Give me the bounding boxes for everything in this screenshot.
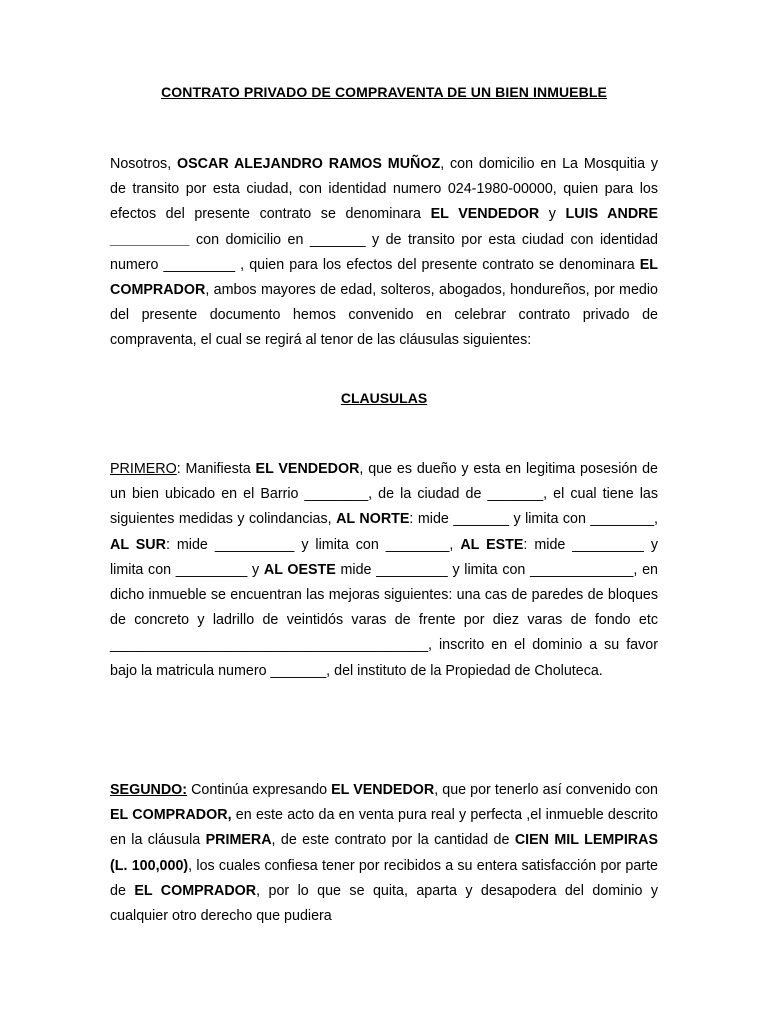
bold-text-run: SEGUNDO: (110, 782, 188, 798)
clause-segundo-paragraph (110, 778, 658, 929)
clause-primero-paragraph (110, 457, 658, 684)
text-run: mide _________ y limita con _____________, en dicho inmueble se encuentran las mejoras siguientes: una cas de paredes de bloques de concreto y ladrillo de veintidós varas de frente por diez varas de fondo etc ________________________________________, inscrito en el dominio a su favor bajo la matricula numero _______, del instituto de la Propiedad de Choluteca. (110, 561, 658, 679)
bold-text-run: PRIMERA (205, 832, 272, 849)
bold-text-run: AL OESTE (263, 561, 336, 578)
underlined-text-run: PRIMERO (110, 461, 177, 477)
bold-text-run: EL VENDEDOR (255, 461, 360, 477)
text-run: Continúa expresando (187, 782, 332, 798)
bold-text-run: EL VENDEDOR (331, 782, 435, 798)
text-run: con domicilio en _______ y de transito por esta ciudad con identidad numero _________ , quien para los efectos del presente contrato se denominara (110, 231, 658, 273)
bold-text-run: EL COMPRADOR (110, 256, 658, 299)
text-run: y (539, 206, 566, 223)
bold-text-run: AL SUR (110, 536, 166, 553)
text-run: en este acto da en venta pura real y perfecta ,el inmueble descrito en la cláusula (110, 807, 658, 849)
text-run: , los cuales confiesa tener por recibidos a su entera satisfacción por parte de (110, 857, 658, 899)
bold-text-run: OSCAR ALEJANDRO RAMOS MUÑOZ (177, 156, 441, 172)
bold-text-run: LUIS ANDRE __________ (110, 206, 659, 248)
intro-paragraph (110, 152, 658, 354)
text-run: , por lo que se quita, aparta y desapodera del dominio y cualquier otro derecho que pudiera (110, 882, 659, 925)
text-run: , de este contrato por la cantidad de (271, 832, 515, 849)
text-run: , con domicilio en La Mosquitia y de transito por esta ciudad, con identidad numero 024-1980-00000, quien para los efectos del presente contrato se denominara (110, 156, 658, 223)
bold-text-run: EL COMPRADOR, (110, 807, 232, 824)
bold-text-run: AL NORTE (336, 511, 410, 528)
bold-text-run: EL COMPRADOR (134, 882, 257, 899)
text-run: , que es dueño y esta en legitima posesión de un bien ubicado en el Barrio ________, de la ciudad de _______, el cual tiene las siguientes medidas y colindancias, (110, 461, 659, 528)
text-run: , que por tenerlo así convenido con (434, 782, 658, 798)
text-run: : mide _______ y limita con ________, (409, 511, 659, 528)
text-run: : Manifiesta (176, 461, 256, 477)
bold-text-run: AL ESTE (460, 536, 524, 553)
clausulas-heading: CLAUSULAS (340, 390, 428, 406)
document-title: CONTRATO PRIVADO DE COMPRAVENTA DE UN BIEN INMUEBLE (161, 84, 607, 100)
bold-text-run: EL VENDEDOR (430, 206, 540, 223)
text-run: : mide __________ y limita con ________, (165, 536, 461, 553)
text-run: : mide _________ y limita con _________ y (110, 536, 658, 578)
text-run: Nosotros, (110, 156, 178, 172)
bold-text-run: CIEN MIL LEMPIRAS (L. 100,000) (110, 832, 658, 874)
text-run: , ambos mayores de edad, solteros, abogados, hondureños, por medio del presente documento hemos convenido en celebrar contrato privado de compraventa, el cual se regirá al tenor de las cláusulas siguientes: (110, 282, 658, 349)
